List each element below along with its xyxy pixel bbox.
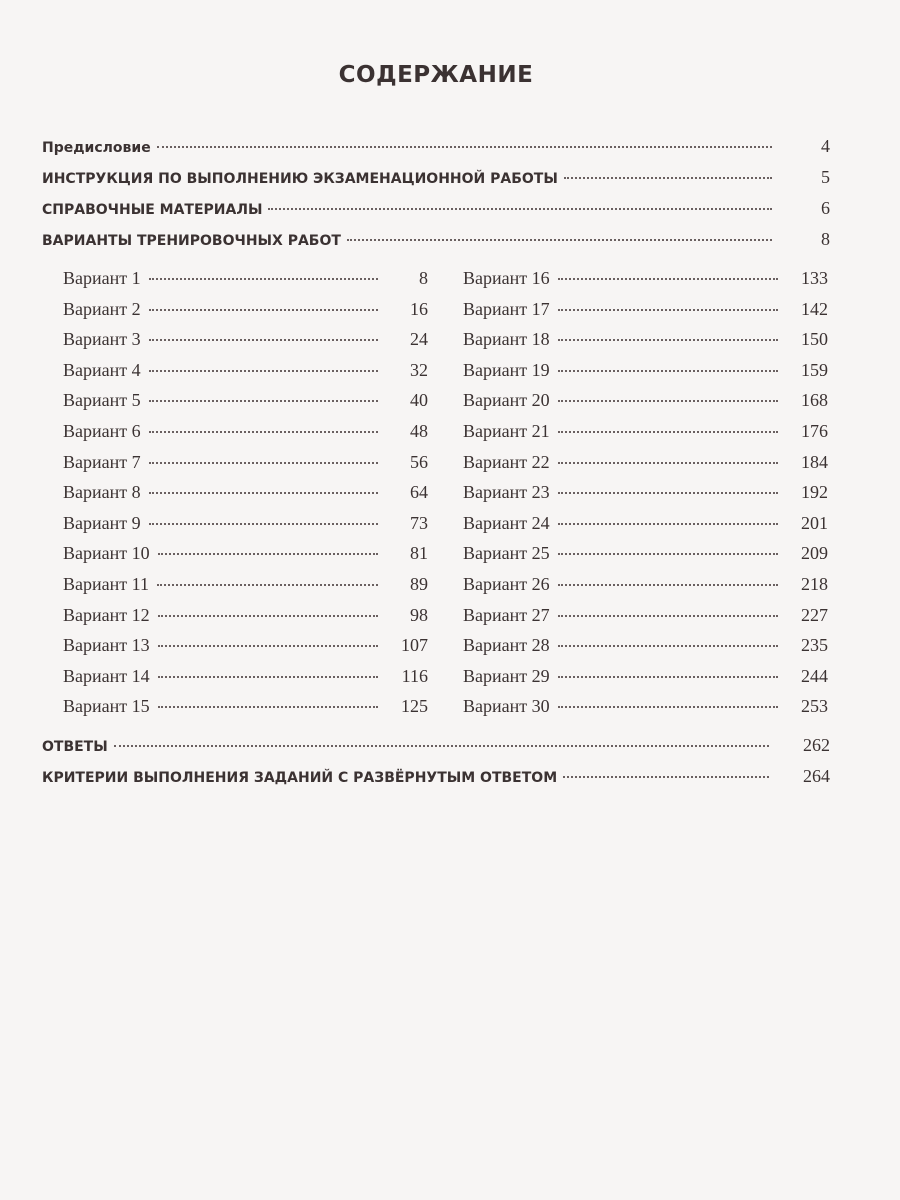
variant-page: 201: [801, 512, 828, 533]
variant-label: Вариант 23: [463, 482, 550, 503]
variant-entry[interactable]: [63, 329, 428, 360]
toc-entry-label: Предисловие: [42, 140, 151, 156]
dot-leader: [558, 278, 778, 280]
dot-leader: [347, 239, 772, 241]
toc-entry-label: КРИТЕРИИ ВЫПОЛНЕНИЯ ЗАДАНИЙ С РАЗВЁРНУТЫМ ОТВЕТОМ: [42, 770, 558, 786]
toc-entry-page: 4: [821, 136, 830, 156]
variant-page: 227: [801, 604, 828, 625]
dot-leader: [114, 745, 769, 747]
variant-entry[interactable]: [463, 482, 828, 513]
variant-page: 81: [410, 543, 428, 564]
variant-entry[interactable]: [463, 513, 828, 544]
variant-page: 184: [801, 451, 828, 472]
variant-page: 98: [410, 604, 428, 625]
variant-page: 8: [419, 268, 428, 288]
dot-leader: [558, 431, 778, 433]
variant-label: Вариант 1: [63, 268, 141, 288]
variant-entry[interactable]: [63, 513, 428, 544]
dot-leader: [157, 584, 378, 586]
dot-leader: [157, 146, 772, 148]
variant-entry[interactable]: [463, 421, 828, 452]
variant-page: 159: [801, 359, 828, 380]
variant-label: Вариант 16: [463, 268, 550, 288]
variant-label: Вариант 9: [63, 512, 141, 533]
variant-entry[interactable]: [463, 452, 828, 483]
variant-entry[interactable]: [63, 268, 428, 299]
dot-leader: [149, 400, 378, 402]
variant-entry[interactable]: [63, 482, 428, 513]
variant-page: 142: [801, 298, 828, 319]
variant-page: 244: [801, 665, 828, 686]
dot-leader: [558, 370, 778, 372]
dot-leader: [558, 645, 778, 647]
variant-entry[interactable]: [463, 605, 828, 636]
variant-page: 235: [801, 635, 828, 656]
variant-entry[interactable]: [63, 299, 428, 330]
variant-label: Вариант 10: [63, 543, 150, 564]
variant-label: Вариант 24: [463, 512, 550, 533]
variant-page: 168: [801, 390, 828, 411]
toc-entry-label: ИНСТРУКЦИЯ ПО ВЫПОЛНЕНИЮ ЭКЗАМЕНАЦИОННОЙ РАБОТЫ: [42, 171, 558, 187]
dot-leader: [158, 553, 378, 555]
dot-leader: [558, 400, 778, 402]
toc-entry-criteria[interactable]: [42, 766, 830, 797]
variant-label: Вариант 29: [463, 665, 550, 686]
toc-sections: [42, 136, 830, 260]
toc-entry-page: 8: [821, 229, 830, 249]
dot-leader: [558, 309, 778, 311]
variant-entry[interactable]: [463, 390, 828, 421]
variant-label: Вариант 12: [63, 604, 150, 625]
variant-entry[interactable]: [463, 360, 828, 391]
dot-leader: [558, 584, 778, 586]
toc-entry-page: 264: [803, 766, 830, 786]
dot-leader: [558, 462, 778, 464]
variant-entry[interactable]: [463, 574, 828, 605]
dot-leader: [149, 309, 378, 311]
dot-leader: [558, 615, 778, 617]
dot-leader: [158, 645, 378, 647]
variant-entry[interactable]: [463, 696, 828, 727]
toc-entry-page: 5: [821, 167, 830, 187]
variant-entry[interactable]: [63, 605, 428, 636]
variant-label: Вариант 20: [463, 390, 550, 411]
variant-page: 48: [410, 420, 428, 441]
variant-label: Вариант 6: [63, 420, 141, 441]
dot-leader: [149, 462, 378, 464]
variant-entry[interactable]: [463, 666, 828, 697]
variant-label: Вариант 28: [463, 635, 550, 656]
variant-label: Вариант 14: [63, 665, 150, 686]
variant-entry[interactable]: [63, 696, 428, 727]
variant-page: 73: [410, 512, 428, 533]
variant-label: Вариант 17: [463, 298, 550, 319]
variant-page: 209: [801, 543, 828, 564]
toc-entry-answers[interactable]: [42, 735, 830, 766]
variant-label: Вариант 8: [63, 482, 141, 503]
variant-entry[interactable]: [463, 268, 828, 299]
dot-leader: [149, 278, 378, 280]
dot-leader: [564, 177, 772, 179]
toc-entry-label: ОТВЕТЫ: [42, 739, 108, 755]
variant-page: 32: [410, 359, 428, 380]
variant-entry[interactable]: [63, 390, 428, 421]
variant-page: 133: [801, 268, 828, 288]
dot-leader: [149, 339, 378, 341]
variant-page: 176: [801, 420, 828, 441]
variant-label: Вариант 27: [463, 604, 550, 625]
variant-entry[interactable]: [63, 421, 428, 452]
dot-leader: [149, 492, 378, 494]
variant-page: 16: [410, 298, 428, 319]
toc-entry-page: 262: [803, 735, 830, 755]
variant-page: 40: [410, 390, 428, 411]
dot-leader: [558, 676, 778, 678]
variant-page: 56: [410, 451, 428, 472]
variant-entry[interactable]: [63, 666, 428, 697]
variant-entry[interactable]: [63, 543, 428, 574]
variant-page: 125: [401, 696, 428, 717]
toc-entry-label: СПРАВОЧНЫЕ МАТЕРИАЛЫ: [42, 202, 263, 218]
toc-closing: [42, 735, 830, 797]
variant-page: 116: [401, 665, 428, 686]
dot-leader: [158, 615, 378, 617]
page-title: СОДЕРЖАНИЕ: [338, 62, 534, 88]
toc-entry-label: ВАРИАНТЫ ТРЕНИРОВОЧНЫХ РАБОТ: [42, 233, 341, 249]
variant-entry[interactable]: [463, 543, 828, 574]
variant-entry[interactable]: [63, 574, 428, 605]
variant-label: Вариант 11: [63, 573, 149, 594]
dot-leader: [158, 706, 378, 708]
variant-label: Вариант 21: [463, 420, 550, 441]
dot-leader: [268, 208, 772, 210]
dot-leader: [558, 706, 778, 708]
toc-entry-variants[interactable]: [42, 229, 830, 260]
variant-page: 107: [401, 635, 428, 656]
variants-right-column: [463, 268, 828, 727]
dot-leader: [158, 676, 378, 678]
variants-left-column: [63, 268, 428, 727]
dot-leader: [558, 492, 778, 494]
variant-label: Вариант 26: [463, 573, 550, 594]
variant-page: 192: [801, 482, 828, 503]
toc-entry-preface[interactable]: [42, 136, 830, 167]
dot-leader: [563, 776, 769, 778]
variant-entry[interactable]: [63, 452, 428, 483]
variant-page: 218: [801, 573, 828, 594]
variant-page: 89: [410, 573, 428, 594]
variant-entry[interactable]: [463, 329, 828, 360]
variant-label: Вариант 2: [63, 298, 141, 319]
variant-label: Вариант 4: [63, 359, 141, 380]
variant-page: 24: [410, 329, 428, 350]
variant-page: 64: [410, 482, 428, 503]
variant-label: Вариант 7: [63, 451, 141, 472]
variant-page: 150: [801, 329, 828, 350]
dot-leader: [558, 339, 778, 341]
variant-label: Вариант 15: [63, 696, 150, 717]
variant-entry[interactable]: [463, 299, 828, 330]
variant-entry[interactable]: [463, 635, 828, 666]
variant-label: Вариант 18: [463, 329, 550, 350]
toc-entry-instructions[interactable]: [42, 167, 830, 198]
variant-label: Вариант 13: [63, 635, 150, 656]
variant-label: Вариант 22: [463, 451, 550, 472]
variant-label: Вариант 30: [463, 696, 550, 717]
dot-leader: [558, 553, 778, 555]
variant-entry[interactable]: [63, 635, 428, 666]
toc-entry-page: 6: [821, 198, 830, 218]
variant-label: Вариант 5: [63, 390, 141, 411]
variant-label: Вариант 25: [463, 543, 550, 564]
variant-label: Вариант 3: [63, 329, 141, 350]
dot-leader: [149, 431, 378, 433]
variant-label: Вариант 19: [463, 359, 550, 380]
dot-leader: [149, 523, 378, 525]
variant-page: 253: [801, 696, 828, 717]
variant-entry[interactable]: [63, 360, 428, 391]
dot-leader: [149, 370, 378, 372]
dot-leader: [558, 523, 778, 525]
toc-entry-reference[interactable]: [42, 198, 830, 229]
